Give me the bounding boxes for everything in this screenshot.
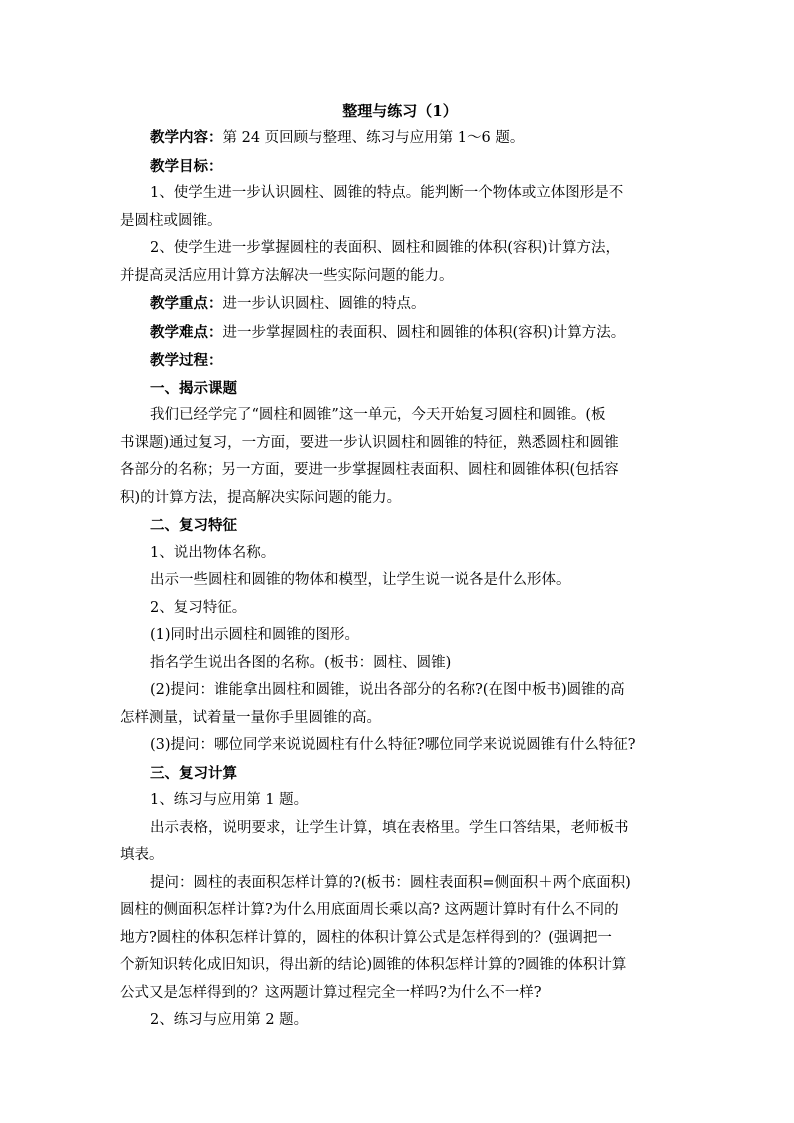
- key-point-line: [120, 290, 680, 319]
- section3-item2: 2、练习与应用第 2 题。: [150, 1012, 309, 1028]
- section3-question-line4: 个新知识转化成旧知识，得出新的结论)圆锥的体积怎样计算的?圆锥的体积计算: [120, 957, 627, 973]
- section3-item1-line2: 填表。: [120, 847, 164, 863]
- section3-question-line2: 圆柱的侧面积怎样计算?为什么用底面周长乘以高? 这两题计算时有什么不同的: [120, 902, 619, 918]
- section2-sub1: (1)同时出示圆柱和圆锥的图形。: [150, 627, 360, 643]
- content-line: [120, 124, 680, 153]
- goal1-line1: 1、使学生进一步认识圆柱、圆锥的特点。能判断一个物体或立体图形是不: [150, 185, 624, 201]
- key-point-text: 进一步认识圆柱、圆锥的特点。: [222, 296, 426, 312]
- section2-item1-text: 出示一些圆柱和圆锥的物体和模型，让学生说一说各是什么形体。: [150, 572, 571, 588]
- section1-para-line1: 我们已经学完了“圆柱和圆锥”这一单元，今天开始复习圆柱和圆锥。(板: [150, 407, 606, 423]
- difficulty-label: 教学难点：: [150, 323, 223, 341]
- section3-question-line1: 提问：圆柱的表面积怎样计算的?(板书：圆柱表面积=侧面积＋两个底面积): [150, 874, 631, 891]
- difficulty-text: 进一步掌握圆柱的表面积、圆柱和圆锥的体积(容积)计算方法。: [222, 324, 626, 341]
- section2-item2: 2、复习特征。: [150, 599, 247, 616]
- section1-heading: 一、揭示课题: [150, 379, 237, 397]
- section3-question-line5: 公式又是怎样得到的？这两题计算过程完全一样吗?为什么不一样?: [120, 984, 542, 1001]
- key-point-label: 教学重点：: [150, 295, 223, 312]
- process-label: 教学过程：: [150, 352, 223, 369]
- section2-sub1-text: 指名学生说出各图的名称。(板书：圆柱、圆锥): [150, 654, 452, 671]
- page-title: 整理与练习（1）: [342, 102, 458, 120]
- section2-sub2-line1: (2)提问：谁能拿出圆柱和圆锥，说出各部分的名称?(在图中板书)圆锥的高: [150, 682, 625, 698]
- goal2-line2: 并提高灵活应用计算方法解决一些实际问题的能力。: [120, 267, 454, 284]
- section1-para-line4: 积)的计算方法，提高解决实际问题的能力。: [120, 489, 402, 506]
- content-label: 教学内容：: [150, 129, 223, 146]
- content-text: 第 24 页回顾与整理、练习与应用第 1～6 题。: [222, 130, 525, 146]
- section2-sub3: (3)提问：哪位同学来说说圆柱有什么特征?哪位同学来说说圆锥有什么特征?: [150, 737, 636, 753]
- section3-item1-line1: 出示表格，说明要求，让学生计算，填在表格里。学生口答结果，老师板书: [150, 819, 629, 836]
- section2-sub2-line2: 怎样测量，试着量一量你手里圆锥的高。: [120, 709, 381, 726]
- goal2-line1: 2、使学生进一步掌握圆柱的表面积、圆柱和圆锥的体积(容积)计算方法，: [150, 240, 621, 256]
- section1-para-line3: 各部分的名称；另一方面，要进一步掌握圆柱表面积、圆柱和圆锥体积(包括容: [120, 462, 619, 478]
- section2-heading: 二、复习特征: [150, 517, 237, 534]
- section3-item1: 1、练习与应用第 1 题。: [150, 792, 309, 808]
- document-page: [120, 98, 680, 1035]
- section2-item1: 1、说出物体名称。: [150, 544, 276, 561]
- section1-para-line2: 书课题)通过复习，一方面，要进一步认识圆柱和圆锥的特征，熟悉圆柱和圆锥: [120, 434, 619, 451]
- difficulty-line: [120, 319, 680, 348]
- goals-label: 教学目标：: [150, 157, 223, 175]
- section3-heading: 三、复习计算: [150, 764, 237, 782]
- goal1-line2: 是圆柱或圆锥。: [120, 212, 222, 229]
- section3-question-line3: 地方?圆柱的体积怎样计算的，圆柱的体积计算公式是怎样得到的？(强调把一: [120, 929, 612, 946]
